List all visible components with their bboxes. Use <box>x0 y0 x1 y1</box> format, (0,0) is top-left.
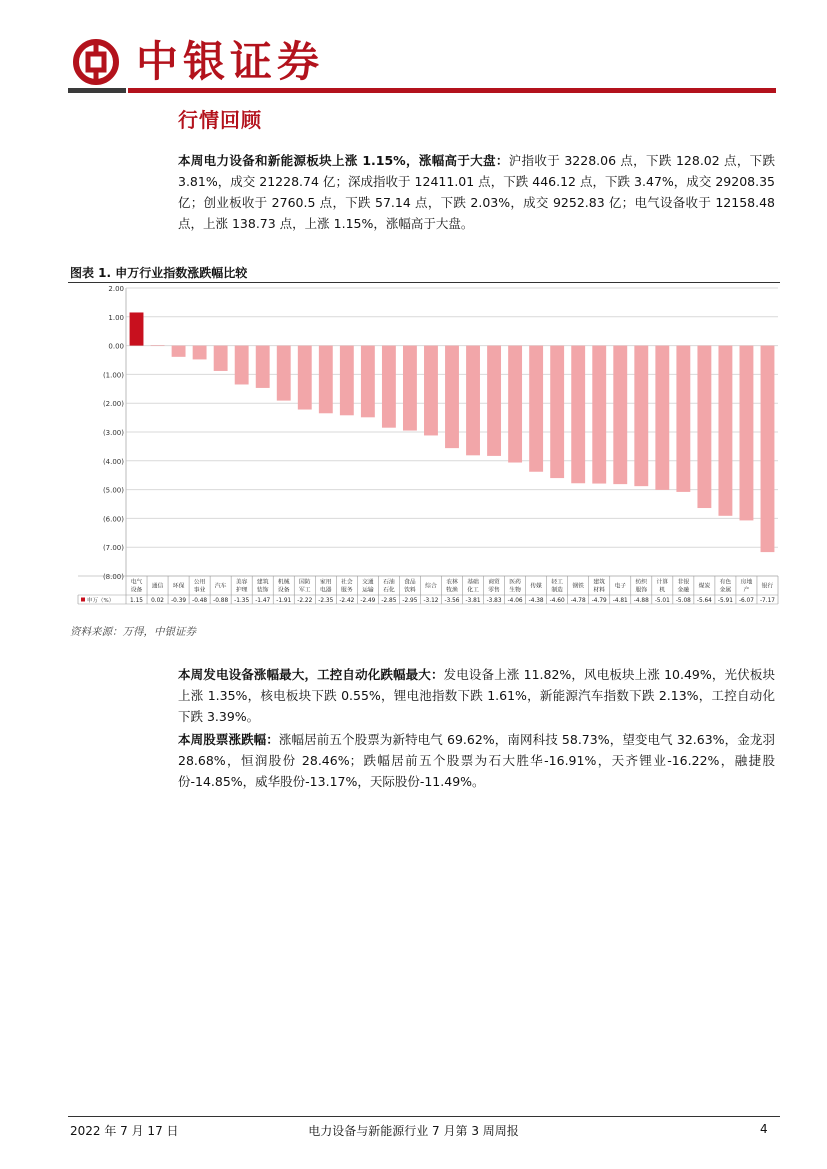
category-label: 计算 <box>656 579 669 586</box>
category-label: 电子 <box>614 583 627 590</box>
bar <box>319 346 333 414</box>
legend-swatch <box>81 598 85 602</box>
data-label: -3.12 <box>423 598 439 604</box>
data-label: -4.06 <box>507 598 523 604</box>
legend-label: 申万（%） <box>87 598 115 604</box>
category-label: 煤炭 <box>698 583 711 590</box>
category-label: 石油 <box>383 579 395 586</box>
y-tick-label: (8.00) <box>102 573 124 581</box>
bar <box>130 312 144 345</box>
data-label: -5.64 <box>696 598 712 604</box>
category-label: 轻工 <box>551 579 563 586</box>
data-label: -5.01 <box>654 598 670 604</box>
category-label: 护理 <box>235 587 248 594</box>
bar <box>592 346 606 484</box>
bar <box>697 346 711 508</box>
data-label: -2.95 <box>402 598 418 604</box>
data-label: -2.49 <box>360 598 376 604</box>
data-label: -1.47 <box>255 598 271 604</box>
category-label: 公用 <box>193 579 206 586</box>
category-label: 建筑 <box>256 579 269 586</box>
category-label: 生物 <box>509 587 521 594</box>
category-label: 医药 <box>509 579 521 586</box>
sector-lead: 本周发电设备涨幅最大，工控自动化跌幅最大： <box>178 667 444 682</box>
category-label: 运输 <box>362 587 374 594</box>
summary-paragraph <box>178 150 775 234</box>
data-label: -4.60 <box>549 598 565 604</box>
category-label: 军工 <box>298 587 311 594</box>
bar <box>340 346 354 416</box>
category-label: 事业 <box>193 587 206 594</box>
bar <box>361 346 375 418</box>
stock-lead: 本周股票涨跌幅： <box>178 732 279 747</box>
category-label: 传媒 <box>530 583 542 590</box>
bar <box>634 346 648 487</box>
data-label: -4.79 <box>591 598 607 604</box>
bar <box>214 346 228 371</box>
sector-paragraph <box>178 664 775 727</box>
data-label: -3.83 <box>486 598 502 604</box>
y-tick-label: 0.00 <box>108 342 124 351</box>
category-label: 环保 <box>172 583 185 590</box>
category-label: 通信 <box>151 583 164 590</box>
bar <box>382 346 396 428</box>
y-tick-label: 2.00 <box>108 285 124 293</box>
data-label: -0.88 <box>213 598 229 604</box>
sector-body: 发电设备上涨 11.82%，风电板块上涨 10.49%，光伏板块上涨 1.35%，核电板块下跌 0.55%，锂电池指数下跌 1.61%，新能源汽车指数下跌 2.13%，工控自动化下跌 3.39%。 <box>178 667 775 724</box>
category-label: 金融 <box>677 587 690 594</box>
y-tick-label: 1.00 <box>108 313 124 322</box>
y-tick-label: (4.00) <box>102 457 124 466</box>
category-label: 社会 <box>341 579 353 586</box>
y-tick-label: (6.00) <box>102 515 124 524</box>
category-label: 汽车 <box>214 583 227 590</box>
summary-lead: 本周电力设备和新能源板块上涨 1.15%，涨幅高于大盘： <box>178 153 509 168</box>
industry-change-chart <box>68 282 780 612</box>
data-label: -4.88 <box>633 598 649 604</box>
data-label: -5.91 <box>717 598 733 604</box>
category-label: 服务 <box>341 587 353 594</box>
bar <box>172 346 186 357</box>
category-label: 零售 <box>488 587 500 594</box>
bar <box>613 346 627 485</box>
category-label: 化工 <box>467 587 479 594</box>
category-label: 食品 <box>404 579 416 586</box>
category-label: 机械 <box>277 579 290 586</box>
bar <box>151 345 165 346</box>
category-label: 家用 <box>320 579 332 586</box>
brand-name: 中银证券 <box>136 37 325 86</box>
section-title: 行情回顾 <box>178 108 262 132</box>
data-label: -2.22 <box>297 598 313 604</box>
category-label: 建筑 <box>593 579 606 586</box>
footer-rule <box>68 1116 780 1117</box>
category-label: 综合 <box>425 583 437 590</box>
category-label: 有色 <box>719 579 732 586</box>
y-tick-label: (7.00) <box>102 544 124 553</box>
category-label: 金属 <box>719 587 732 594</box>
data-label: -1.91 <box>276 598 292 604</box>
bar <box>529 346 543 472</box>
bar <box>761 346 775 552</box>
data-label: -6.07 <box>738 598 754 604</box>
bar <box>466 346 480 456</box>
data-label: -4.81 <box>612 598 628 604</box>
data-label: -4.78 <box>570 598 586 604</box>
category-label: 装饰 <box>256 587 269 594</box>
category-label: 房地 <box>740 579 753 586</box>
bank-logo-icon <box>72 38 120 86</box>
bar <box>403 346 417 431</box>
bar <box>487 346 501 456</box>
category-label: 服饰 <box>635 587 648 594</box>
category-label: 产 <box>743 587 750 594</box>
category-label: 基础 <box>467 579 479 586</box>
category-label: 交通 <box>362 579 374 586</box>
bar <box>571 346 585 484</box>
bar <box>445 346 459 449</box>
header-rule-accent <box>128 88 776 93</box>
data-label: -1.35 <box>234 598 250 604</box>
category-label: 美容 <box>235 579 248 586</box>
category-label: 商贸 <box>488 579 500 586</box>
data-label: -2.42 <box>339 598 355 604</box>
category-label: 饮料 <box>404 587 416 594</box>
bar <box>740 346 754 521</box>
stock-body: 涨幅居前五个股票为新特电气 69.62%，南网科技 58.73%，望变电气 32.63%，金龙羽 28.68%，恒润股份 28.46%；跌幅居前五个股票为石大胜华-16.91%，天齐锂业-16.22%，融捷股份-14.85%，威华股份-13.17%，天际股份-11.49%。 <box>178 732 775 789</box>
bar <box>508 346 522 463</box>
category-label: 设备 <box>130 587 143 594</box>
bar <box>718 346 732 516</box>
header-rule <box>68 88 126 93</box>
data-label: -7.17 <box>759 598 775 604</box>
summary-body: 沪指收于 3228.06 点，下跌 128.02 点，下跌 3.81%，成交 21228.74 亿；深成指收于 12411.01 点，下跌 446.12 点，下跌 3.47%，成交 29208.35 亿；创业板收于 2760.5 点，下跌 57.14 点，下跌 2.03%，成交 9252.83 亿；电气设备收于 12158.48 点，上涨 138.73 点，上涨 1.15%，涨幅高于大盘。 <box>178 153 776 231</box>
data-label: 0.02 <box>151 598 165 604</box>
category-label: 牧渔 <box>446 587 458 594</box>
bar <box>235 346 249 385</box>
y-tick-label: (2.00) <box>102 400 124 409</box>
data-label: -2.85 <box>381 598 397 604</box>
category-label: 设备 <box>277 587 290 594</box>
category-label: 材料 <box>593 587 606 594</box>
data-label: -3.56 <box>444 598 460 604</box>
bar <box>298 346 312 410</box>
footer-title: 电力设备与新能源行业 7 月第 3 周周报 <box>308 1124 519 1138</box>
footer-date: 2022 年 7 月 17 日 <box>70 1124 179 1138</box>
data-label: -3.81 <box>465 598 481 604</box>
bar <box>256 346 270 388</box>
category-label: 电气 <box>130 579 143 586</box>
category-label: 电器 <box>320 587 332 594</box>
data-label: -4.38 <box>528 598 544 604</box>
stock-paragraph <box>178 729 775 792</box>
data-label: -2.35 <box>318 598 334 604</box>
bar <box>550 346 564 478</box>
category-label: 银行 <box>761 583 774 590</box>
bar <box>655 346 669 490</box>
data-label: 1.15 <box>130 598 143 604</box>
figure-title: 图表 1. 申万行业指数涨跌幅比较 <box>70 266 248 280</box>
category-label: 非银 <box>677 579 690 586</box>
bar <box>676 346 690 492</box>
data-label: -5.08 <box>675 598 691 604</box>
data-label: -0.48 <box>192 598 208 604</box>
chart-data-table <box>78 576 778 604</box>
bar <box>277 346 291 401</box>
page-number: 4 <box>760 1122 768 1136</box>
data-label: -0.39 <box>171 598 187 604</box>
category-label: 制造 <box>551 587 563 594</box>
category-label: 石化 <box>383 587 395 594</box>
y-tick-label: (5.00) <box>102 486 124 495</box>
y-tick-label: (3.00) <box>102 429 124 437</box>
bar <box>193 346 207 360</box>
category-label: 纺织 <box>635 579 648 586</box>
y-tick-label: (1.00) <box>102 371 124 380</box>
category-label: 机 <box>659 587 666 594</box>
category-label: 国防 <box>298 579 311 586</box>
category-label: 农林 <box>446 579 458 586</box>
category-label: 钢铁 <box>572 583 584 590</box>
source-note: 资料来源：万得，中银证券 <box>70 626 196 638</box>
bar <box>424 346 438 436</box>
